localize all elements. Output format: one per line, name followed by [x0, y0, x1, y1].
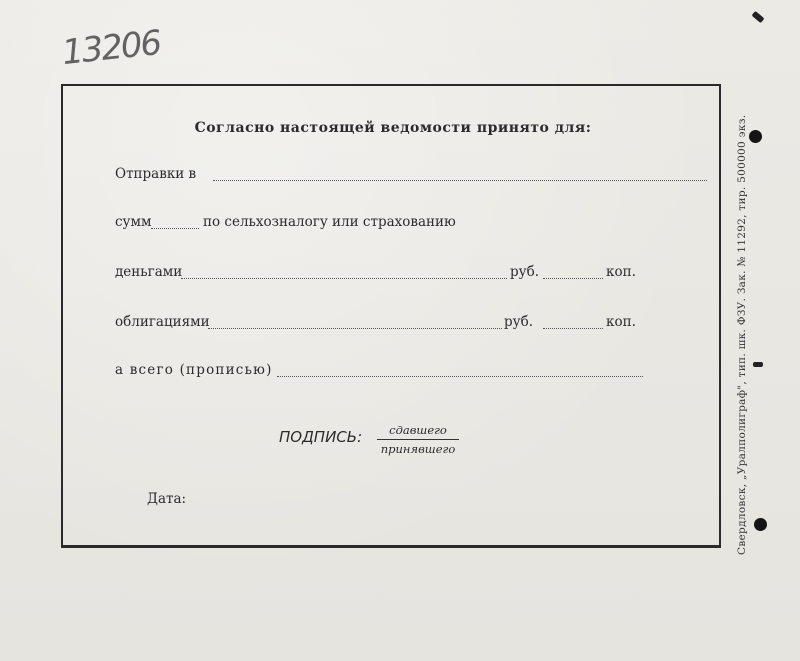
row-sum-prefix: сумм [115, 214, 152, 230]
corner-mark [751, 11, 764, 23]
row-money-line [181, 278, 507, 279]
signature-label: ПОДПИСЬ: [279, 428, 363, 446]
punch-hole [754, 518, 767, 531]
row-money-label: деньгами [115, 264, 183, 280]
ink-speck [753, 362, 763, 367]
row-money-rub: руб. [510, 264, 540, 280]
punch-hole [749, 130, 762, 143]
printer-imprint: Свердловск, „Уралполиграф", тип. шк. ФЗУ. Зак. № 11292, тир. 500000 экз. [736, 114, 748, 555]
date-label: Дата: [147, 491, 187, 507]
row-money-kop-line [543, 278, 603, 279]
handwritten-number: 13206 [60, 22, 162, 74]
signature-bottom: принявшего [380, 442, 456, 456]
row-bonds-label: облигациями [115, 314, 210, 330]
row-bonds-kop: коп. [606, 314, 636, 330]
row-bonds-line [208, 328, 502, 329]
row-destination-line [213, 180, 707, 181]
row-bonds-kop-line [543, 328, 603, 329]
row-bonds-rub: руб. [504, 314, 534, 330]
row-sum-line [151, 228, 199, 229]
signature-fraction [377, 423, 459, 456]
row-total-label: а всего (прописью) [115, 362, 273, 378]
row-sum-text: по сельхозналогу или страхованию [203, 214, 456, 230]
form-frame [61, 84, 721, 548]
row-money-kop: коп. [606, 264, 636, 280]
signature-top: сдавшего [377, 423, 459, 440]
row-destination-label: Отправки в [115, 166, 197, 182]
form-heading: Согласно настоящей ведомости принято для: [194, 120, 592, 136]
row-total-line [277, 376, 643, 377]
